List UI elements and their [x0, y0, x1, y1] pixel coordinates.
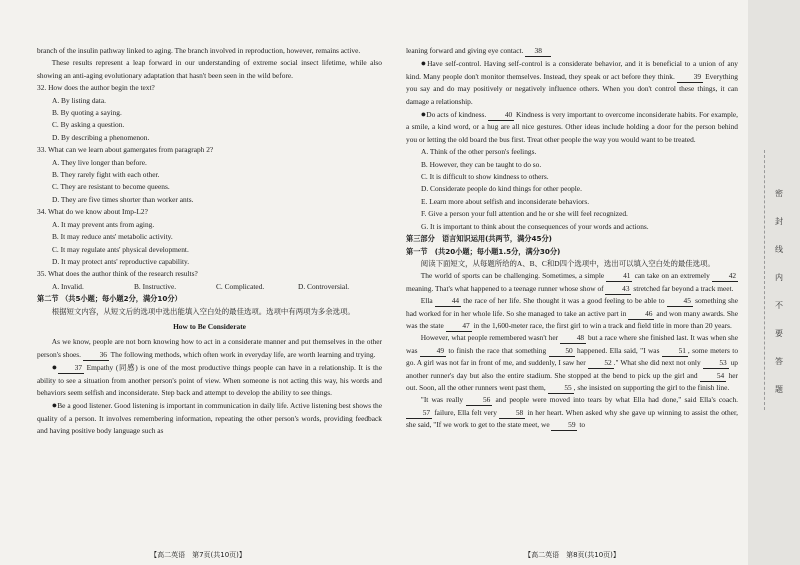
bullet-dot-icon: ●: [420, 58, 428, 69]
passage-title: How to Be Considerate: [173, 321, 246, 331]
page-footer: 【高二英语 第7页(共10页)】: [150, 550, 246, 559]
seal-line-notice: [772, 180, 786, 404]
option: A. Invalid.: [52, 281, 84, 291]
option: C. They are resistant to become queens.: [52, 182, 170, 192]
answer-blank: 56: [466, 395, 492, 406]
question-35-options: [37, 281, 382, 293]
answer-blank: 41: [606, 271, 632, 282]
seal-char: 线: [775, 245, 783, 254]
answer-blank: 51: [662, 346, 688, 357]
answer-blank: 45: [667, 296, 693, 307]
bullet-dot-icon: ●: [420, 109, 427, 120]
instructions: 根据短文内容，从短文后的选项中选出能填入空白处的最佳选项。选项中有两项为多余选项。: [51, 306, 355, 316]
question-34: 34. What do we know about Imp-L2?: [37, 207, 148, 217]
option: B. By quoting a saying.: [52, 108, 122, 118]
paragraph: branch of the insulin pathway linked to aging. The branch involved in reproduction, however, remains active.: [37, 46, 361, 55]
option: C. Complicated.: [216, 281, 265, 291]
question-33: 33. What can we learn about gamergates from paragraph 2?: [37, 145, 214, 155]
answer-blank: 38: [525, 46, 551, 57]
option: D. By describing a phenomenon.: [52, 132, 150, 142]
section-heading: 第一节 (共20小题；每小题1.5分，满分30分): [406, 246, 561, 256]
option: B. Instructive.: [134, 281, 177, 291]
left-page: [0, 0, 396, 565]
answer-blank: 36: [83, 350, 109, 361]
paragraph: Ella 44 the race of her life. She thought it was a good feeling to be able to 45 something she had worked for in her whole life. So she managed to take an active part in 46 and won many awards. She was the state 47 in the 1,600-meter race, the first girl to win a track and field title in more than 20 years.: [406, 296, 739, 330]
option: A. By listing data.: [52, 95, 106, 105]
answer-blank: 58: [499, 408, 525, 419]
seal-char: 密: [775, 189, 783, 198]
paragraph: The world of sports can be challenging. Sometimes, a simple 41 can take on an extremely 42 meaning. That's what happened to a teenage runner whose show of 43 stretched far beyond a track meet.: [406, 271, 737, 293]
option: F. Give a person your full attention and he or she will feel recognized.: [421, 209, 628, 219]
answer-blank: 53: [703, 358, 729, 369]
answer-blank: 40: [488, 110, 514, 121]
option: B. However, they can be taught to do so.: [421, 159, 542, 169]
option: B. It may reduce ants' metabolic activity.: [52, 232, 173, 242]
part-heading: 第三部分 语言知识运用(共两节，满分45分): [406, 234, 552, 244]
bullet-dot-icon: ●: [51, 362, 58, 373]
paragraph: However, what people remembered wasn't her 48 but a race where she finished last. It was when she was 49 to finish the race that something 50 happened. Ella said, "I was 51 , some meters to go. A girl was not far in front of me, and suddenly, I saw her 52 ." What she did next not only 53 up another runner's day but also the entire stadium. She stopped at the bend to pick up the girl and 54 her out. Soon, all the other runners went past them, 55 , she insisted on supporting the girl to the finish line.: [406, 333, 739, 392]
seal-char: 题: [775, 385, 783, 394]
option: G. It is important to think about the consequences of your words and actions.: [421, 221, 649, 231]
answer-blank: 42: [712, 271, 738, 282]
answer-blank: 43: [605, 284, 631, 295]
option: B. They rarely fight with each other.: [52, 170, 160, 180]
paragraph: ● 37 Empathy (同感) is one of the most productive things people can have in a relationship. It is the ability to see a situation from another person's point of view. When someone is not acting this way, his words and behaviors seem selfish and inconsiderate. Step back and attempt to develop the ability to see things.: [37, 362, 383, 397]
section-heading: 第二节 （共5小题；每小题2分，满分10分）: [37, 294, 182, 304]
option: C. It may regulate ants' physical development.: [52, 244, 189, 254]
answer-blank: 57: [406, 408, 432, 419]
answer-blank: 44: [435, 296, 461, 307]
option: C. By asking a question.: [52, 120, 125, 130]
answer-blank: 47: [446, 321, 472, 332]
option: C. It is difficult to show kindness to others.: [421, 172, 549, 182]
page-footer: 【高二英语 第8页(共10页)】: [524, 550, 620, 559]
option: D. They are five times shorter than worker ants.: [52, 194, 194, 204]
answer-blank: 50: [549, 346, 575, 357]
paragraph: ●Do acts of kindness. 40 Kindness is very important to overcome inconsiderate habits. For example, a smile, a kind word, or a hug are all nice gestures. Other ideas include holding a door for the person behind you or letting the old board the bus first. Treat other people the way you would want to be treated.: [406, 109, 738, 144]
option: D. Controversial.: [298, 281, 350, 291]
answer-blank: 49: [420, 346, 446, 357]
option: A. Think of the other person's feelings.: [421, 147, 537, 157]
paragraph: ●Have self-control. Having self-control is a considerate behavior, and it is beneficial to a union of any kind. Many people don't monitor themselves. Instead, they speak or act before they think. 39 Everything you say and do may positively or negatively influence others. When you don't control these things, it can damage a relationship.: [406, 58, 738, 106]
seal-char: 不: [775, 301, 783, 310]
paragraph: ●Be a good listener. Good listening is important in communication in daily life. Active listening best shows the quality of a person. It involves remembering information, repeating the other person's words, providing feedback and having positive body language such as: [37, 400, 382, 436]
binding-line: [764, 150, 766, 410]
bullet-dot-icon: ●: [51, 400, 58, 411]
seal-char: 答: [775, 357, 783, 366]
seal-char: 封: [775, 217, 783, 226]
option: E. Learn more about selfish and inconsiderate behaviors.: [421, 196, 590, 206]
option: D. It may protect ants' reproductive capability.: [52, 256, 190, 266]
seal-char: 要: [775, 329, 783, 338]
answer-blank: 59: [551, 420, 577, 431]
answer-blank: 48: [560, 333, 586, 344]
paragraph: As we know, people are not born knowing how to act in a considerate manner and put themselves in the other person's shoes. 36 The following methods, which often work in everyday life, are worth learning and trying.: [37, 337, 382, 359]
instructions: 阅读下面短文，从每题所给的A、B、C和D四个选项中，选出可以填入空白处的最佳选项。: [420, 258, 715, 268]
paragraph: These results represent a leap forward in our understanding of extreme social insect lifetime, while also showing an anti-aging evolutionary adaptation that hasn't been seen in the wild before.: [37, 58, 382, 80]
answer-blank: 55: [548, 383, 574, 394]
paragraph: "It was really 56 and people were moved into tears by what Ella had done," said Ella's coach. 57 failure, Ella felt very 58 in her heart. When asked why she gave up winning to assist the other, she said, "If we work to get to the state meet, we 59 to: [406, 395, 738, 430]
option: D. Considerate people do kind things for other people.: [421, 184, 582, 194]
answer-blank: 37: [58, 363, 84, 374]
answer-blank: 46: [628, 309, 654, 320]
paragraph: leaning forward and giving eye contact. 38: [406, 45, 738, 57]
answer-blank: 39: [677, 72, 703, 83]
question-35: 35. What does the author think of the research results?: [37, 269, 198, 279]
right-page: [396, 0, 748, 565]
seal-char: 内: [775, 273, 783, 282]
answer-blank: 54: [700, 371, 726, 382]
option: A. They live longer than before.: [52, 157, 147, 167]
answer-blank: 52: [588, 358, 614, 369]
question-32: 32. How does the author begin the text?: [37, 83, 155, 93]
option: A. It may prevent ants from aging.: [52, 219, 155, 229]
